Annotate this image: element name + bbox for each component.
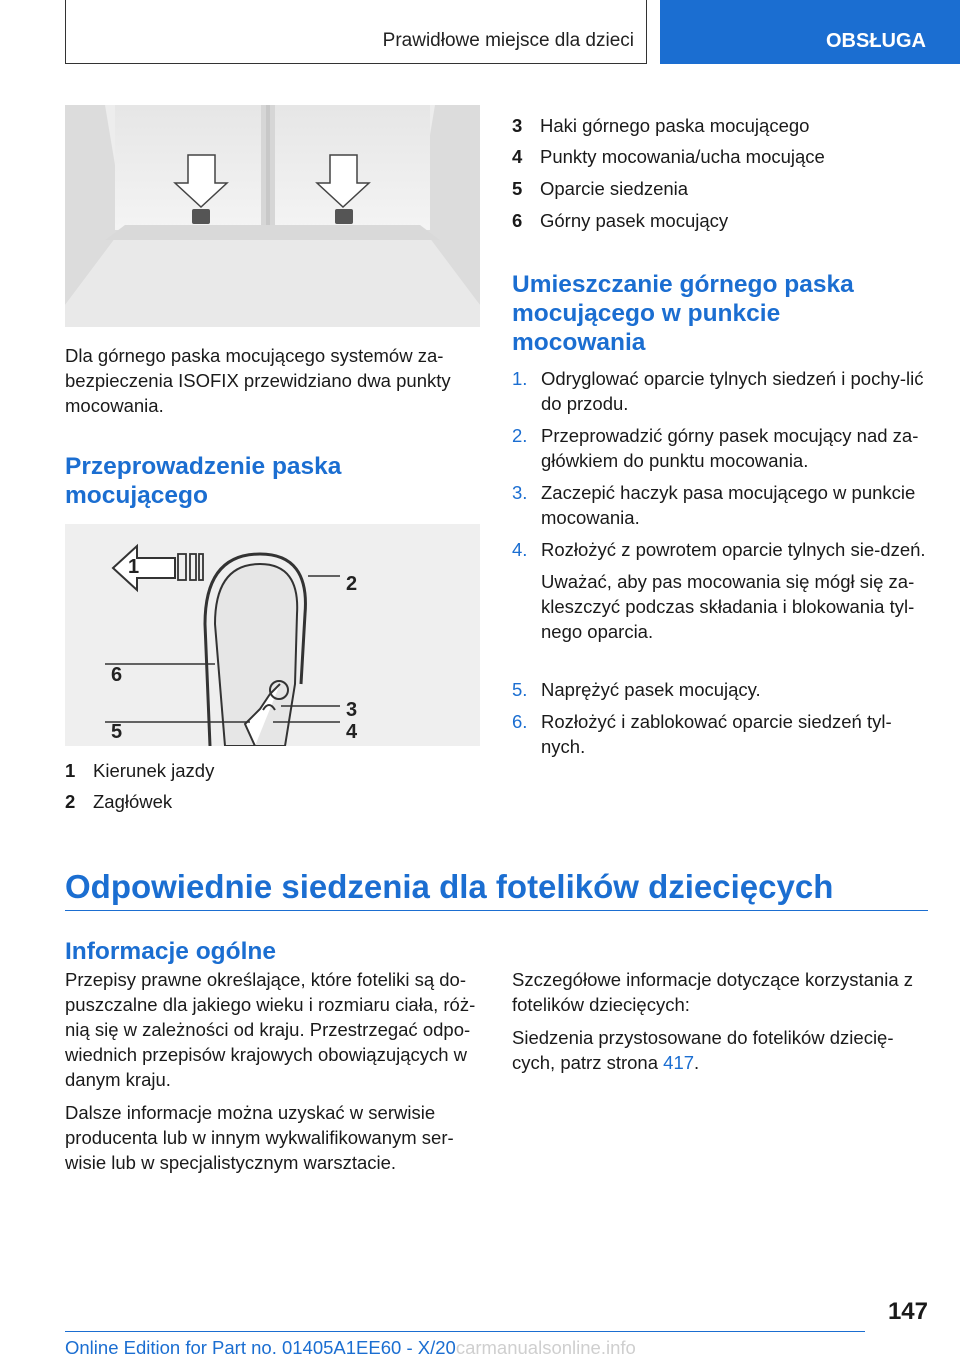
step-item: 5. Naprężyć pasek mocujący. <box>512 679 761 700</box>
anchor-bracket-icon <box>192 209 210 224</box>
callout-3: 3 <box>346 699 358 721</box>
heading-strap-routing: Przeprowadzenie paska mocującego <box>65 453 342 509</box>
edition-line: Online Edition for Part no. 01405A1EE60 - X/20carmanualsonline.info <box>65 1337 636 1358</box>
anchor-points-illustration <box>65 105 480 327</box>
anchor-bracket-icon <box>335 209 353 224</box>
figure-strap-routing <box>65 524 480 746</box>
intro-text: Dla górnego paska mocującego systemów za-bezpieczenia ISOFIX przewidziano dwa punkty mocowania. <box>65 345 451 416</box>
callout-5: 5 <box>111 721 123 743</box>
step-item: 3. Zaczepić haczyk pasa mocującego w punkcie mocowania. <box>512 482 916 528</box>
callout-2: 2 <box>346 573 358 595</box>
section-title-child-seats: Odpowiednie siedzenia dla fotelików dziecięcych <box>65 868 834 905</box>
step-item: 6. Rozłożyć i zablokować oparcie siedzeń tyl-nych. <box>512 711 892 757</box>
heading-strap-attach: Umieszczanie górnego paska mocującego w punkcie mocowania <box>512 271 854 356</box>
chapter-label: OBSŁUGA <box>826 30 926 52</box>
page-link-417[interactable]: 417 <box>663 1052 695 1073</box>
strap-routing-illustration <box>65 524 480 746</box>
watermark-text: carmanualsonline.info <box>455 1337 636 1358</box>
subheading-general-info: Informacje ogólne <box>65 938 277 965</box>
page-number: 147 <box>887 1298 928 1325</box>
step-item: 4. Rozłożyć z powrotem oparcie tylnych sie-dzeń. Uważać, aby pas mocowania się mógł się za-kleszczyć podczas składania i blokowania tyl-nego oparcia. <box>512 537 932 644</box>
general-info-right: Szczegółowe informacje dotyczące korzystania z fotelików dziecięcych: Siedzenia przystosowane do fotelików dziecię-cych, patrz strona 417. <box>512 969 914 1073</box>
section-rule <box>65 910 928 911</box>
running-header-section <box>65 0 647 64</box>
footer-rule <box>65 1331 865 1332</box>
callout-4: 4 <box>346 721 358 743</box>
chapter-tab[interactable] <box>660 0 960 64</box>
step-note: Uważać, aby pas mocowania się mógł się za-kleszczyć podczas składania i blokowania tyl-nego oparcia. <box>541 571 915 642</box>
figure-anchor-points <box>65 105 480 327</box>
step-item: 2. Przeprowadzić górny pasek mocujący nad za-główkiem do punktu mocowania. <box>512 425 919 471</box>
section-title: Prawidłowe miejsce dla dzieci <box>382 30 634 51</box>
callout-6: 6 <box>111 664 123 686</box>
callout-1: 1 <box>128 556 140 578</box>
general-info-left: Przepisy prawne określające, które foteliki są do-puszczalne dla jakiego wieku i rozmiaru ciała, róż-nią się w zależności od kraju. Przestrzegać odpo-wiednich przepisów krajowych obowiązujących w danym kraju. Dalsze informacje można uzyskać w serwisie producenta lub w innym wykwalifikowanym ser-wisie lub w specjalistycznym warsztacie. <box>65 969 476 1173</box>
step-item: 1. Odryglować oparcie tylnych siedzeń i pochy-lić do przodu. <box>512 368 924 414</box>
